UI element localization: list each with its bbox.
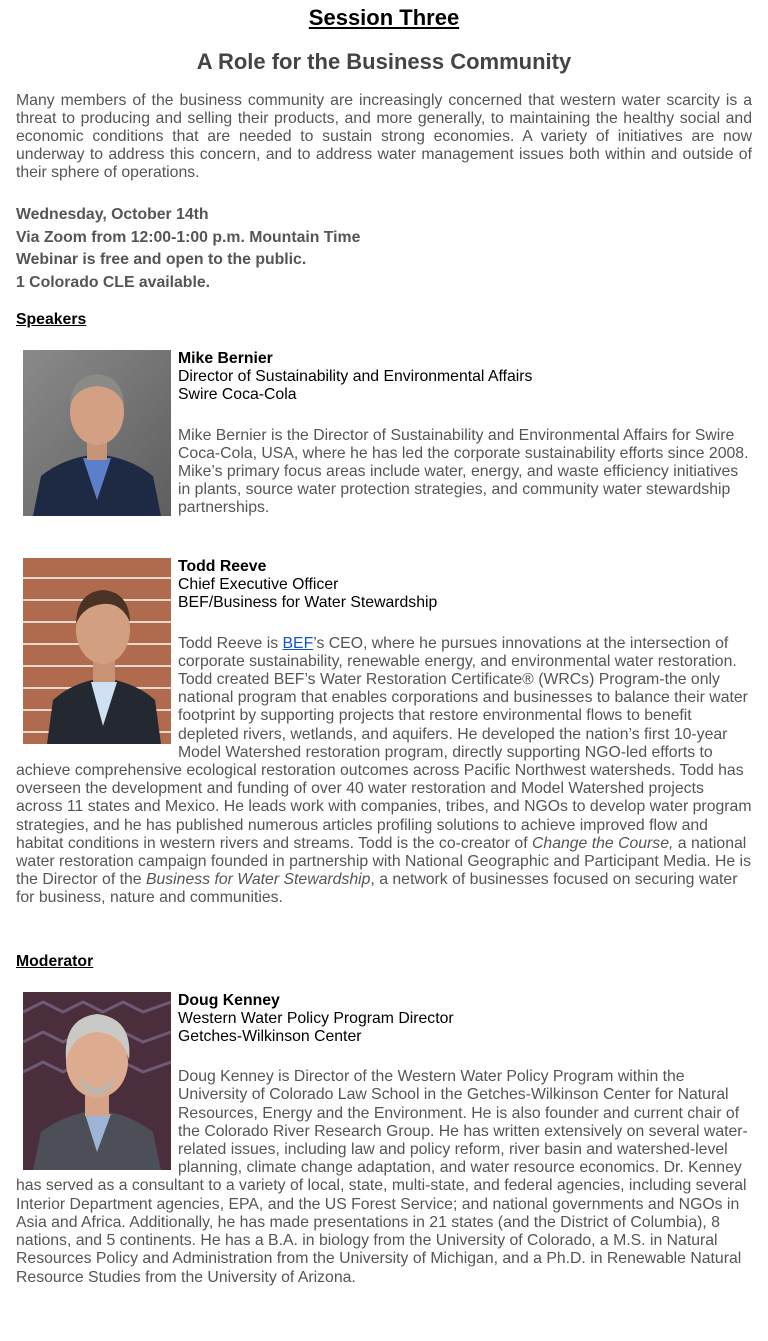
event-time: Via Zoom from 12:00-1:00 p.m. Mountain Time (16, 228, 361, 246)
moderator-name: Doug Kenney (178, 991, 280, 1009)
page-subtitle: A Role for the Business Community (196, 49, 572, 74)
session-title: Session Three (308, 5, 460, 30)
moderator-bio: Doug Kenney is Director of the Western Water Policy Program within the University of Colorado Law School in the Getches-Wilkinson Center for Natural Resources, Energy and the Environment. He is also founder and current chair of the Colorado River Research Group. He has written extensively on several water-related issues, including law and policy reform, river basin and watershed-level planning, climate change adaptation, and water resource economics. Dr. Kenney has served as a consultant to a variety of local, state, multi-state, and federal agencies, including several Interior Department agencies, EPA, and the US Forest Service; and national governments and NGOs in Asia and Africa. Additionally, he has made presentations in 21 states (and the District of Columbia), 8 nations, and 5 continents. He has a B.A. in biology from the University of Colorado, a M.S. in Natural Resources Policy and Administration from the University of Michigan, and a Ph.D. in Renewable Natural Resource Studies from the University of Arizona. (16, 1068, 748, 1286)
speakers-heading: Speakers (16, 311, 87, 328)
speaker-name: Mike Bernier (178, 350, 273, 367)
moderator-org: Getches-Wilkinson Center (178, 1028, 362, 1046)
event-access: Webinar is free and open to the public. (16, 251, 307, 268)
event-cle: 1 Colorado CLE available. (16, 273, 211, 291)
moderator-doug-kenney (16, 992, 752, 1287)
speaker-mike-bernier (16, 350, 752, 520)
speaker-title: Chief Executive Officer (178, 576, 339, 594)
speaker-bio: Todd Reeve is BEF’s CEO, where he pursues innovations at the intersection of corporate sustainability, renewable energy, and environmental water restoration. Todd created BEF’s Water Restoration Certificate® (WRCs) Program-the only national program that enables corporations and businesses to balance their water footprint by supporting projects that restore environmental flows to benefit depleted rivers, wetlands, and aquifers. He developed the nation’s first 10-year Model Watershed restoration program, directly supporting NGO-led efforts to achieve comprehensive ecological restoration outcomes across Pacific Northwest watersheds. Todd has overseen the development and funding of over 40 water restoration and Model Watershed projects across 11 states and Mexico. He leads work with companies, tribes, and NGOs to develop water program strategies, and he has published numerous articles profiling solutions to achieve improved flow and habitat conditions in western rivers and streams. Todd is the co-creator of Change the Course, a national water restoration campaign founded in partnership with National Geographic and Participant Media. He is the Director of the Business for Water Stewardship, a network of businesses focused on securing water for business, nature and communities. (16, 634, 752, 907)
speaker-org: BEF/Business for Water Stewardship (178, 594, 438, 612)
event-date: Wednesday, October 14th (16, 206, 209, 223)
speaker-org: Swire Coca-Cola (178, 386, 297, 404)
moderator-title: Western Water Policy Program Director (178, 1009, 454, 1027)
speaker-todd-reeve (16, 558, 752, 908)
speaker-title: Director of Sustainability and Environmental Affairs (178, 368, 533, 386)
event-details (16, 204, 752, 294)
moderator-heading: Moderator (16, 952, 94, 970)
moderator-photo-doug-kenney (23, 992, 171, 1170)
speaker-photo-todd-reeve (23, 558, 171, 744)
speaker-photo-mike-bernier (23, 350, 171, 516)
bef-link[interactable]: BEF (282, 634, 314, 652)
speaker-name: Todd Reeve (178, 558, 267, 575)
speaker-bio: Mike Bernier is the Director of Sustainability and Environmental Affairs for Swire Coca-Cola, USA, where he has led the corporate sustainability efforts since 2008. Mike’s primary focus areas include water, energy, and waste efficiency initiatives in plants, source water protection strategies, and community water stewardship partnerships. (178, 426, 749, 517)
intro-paragraph: Many members of the business community are increasingly concerned that western water scarcity is a threat to producing and selling their products, and more generally, to maintaining the healthy social and economic conditions that are needed to sustain strong economies. A variety of initiatives are now underway to address this concern, and to address water management issues both within and outside of their sphere of operations. (16, 92, 752, 181)
